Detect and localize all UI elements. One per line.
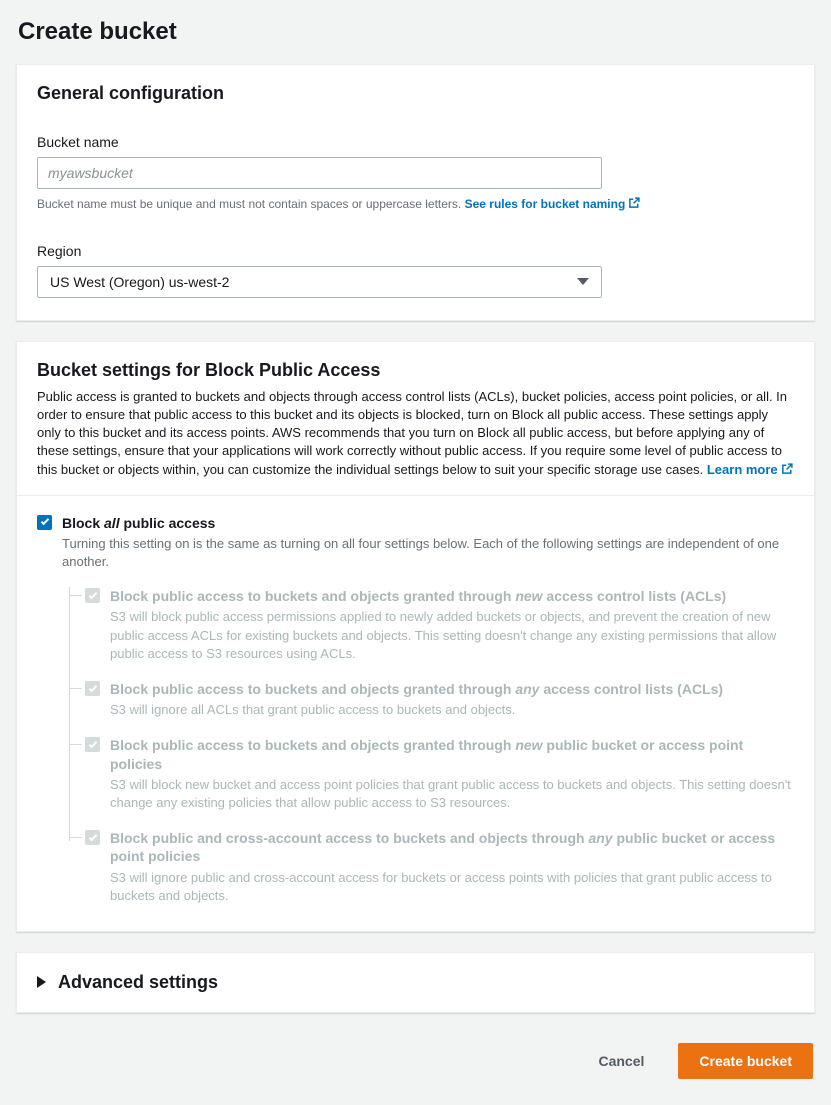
label-suffix: public bucket or access point policies (110, 737, 744, 772)
label-suffix: access control lists (ACLs) (539, 681, 724, 698)
sub-setting-description: S3 will ignore all ACLs that grant public access to buckets and objects. (110, 702, 516, 718)
bucket-naming-rules-link-label: See rules for bucket naming (464, 197, 626, 211)
advanced-settings-card (16, 952, 815, 1013)
region-label: Region (37, 242, 82, 259)
learn-more-link-label: Learn more (706, 461, 778, 477)
footer-actions (16, 1033, 815, 1085)
label-emphasis: any (588, 830, 613, 847)
label-prefix: Block public access to buckets and objects granted through (110, 681, 516, 698)
sub-setting-checkbox-disabled (85, 737, 100, 752)
block-all-public-access-checkbox[interactable] (37, 515, 52, 530)
sub-settings-list (69, 587, 794, 905)
label-prefix: Block public access to buckets and objects granted through (110, 588, 516, 605)
checkmark-icon (88, 740, 96, 748)
label-emphasis: new (515, 588, 543, 605)
bucket-naming-rules-link[interactable] (465, 197, 641, 211)
sub-setting-description: S3 will block new bucket and access point policies that grant public access to buckets and objects. This setting doesn't change any existing policies that allow public access to S3 resources. (110, 776, 791, 810)
label-prefix: Block (62, 514, 105, 531)
region-select[interactable] (37, 266, 602, 298)
bucket-name-label: Bucket name (37, 134, 119, 150)
label-suffix: access control lists (ACLs) (542, 588, 727, 605)
sub-setting-checkbox-disabled (85, 830, 100, 845)
checkmark-icon (88, 832, 96, 840)
general-configuration-card (16, 64, 815, 321)
page-title: Create bucket (18, 18, 177, 45)
label-prefix: Block public access to buckets and objects granted through (110, 737, 516, 754)
checkmark-icon (88, 683, 96, 691)
sub-setting-description: S3 will block public access permissions applied to newly added buckets or objects, and prevent the creation of new public access ACLs for existing buckets and objects. This setting doesn't change any existing permissions that allow public access to S3 resources using ACLs. (110, 609, 777, 661)
bucket-name-helper-text: Bucket name must be unique and must not contain spaces or uppercase letters. (37, 197, 462, 211)
create-bucket-button[interactable]: Create bucket (678, 1043, 813, 1079)
sub-setting-label (110, 736, 794, 772)
learn-more-link[interactable] (707, 462, 793, 477)
label-emphasis: all (104, 514, 120, 531)
label-prefix: Block public and cross-account access to buckets and objects through (110, 830, 589, 847)
sub-setting-block-any-acls (85, 680, 794, 719)
block-all-public-access-label (62, 514, 215, 532)
sub-setting-description: S3 will ignore public and cross-account access for buckets or access points with policies that grant public access to buckets and objects. (110, 869, 772, 903)
chevron-down-icon (577, 278, 589, 285)
checkmark-icon (88, 591, 96, 599)
bucket-name-input[interactable] (37, 157, 602, 189)
region-select-value: US West (Oregon) us-west-2 (50, 273, 230, 290)
block-public-access-description (37, 388, 794, 479)
expand-triangle-icon (37, 976, 46, 988)
sub-setting-label (110, 587, 726, 605)
bucket-name-helper (37, 196, 794, 213)
sub-setting-checkbox-disabled (85, 588, 100, 603)
cancel-button[interactable]: Cancel (594, 1047, 648, 1075)
bucket-name-field (37, 134, 794, 213)
card-divider (17, 495, 814, 496)
external-link-icon (628, 197, 640, 209)
checkmark-icon (40, 517, 48, 525)
block-public-access-card (16, 341, 815, 932)
block-all-public-access-description: Turning this setting on is the same as turning on all four settings below. Each of the following settings are independent of one another. (62, 535, 780, 570)
advanced-settings-heading: Advanced settings (58, 971, 219, 992)
label-suffix: public access (119, 514, 216, 531)
advanced-settings-expander[interactable] (17, 953, 814, 1012)
sub-setting-label (110, 680, 723, 698)
general-configuration-heading: General configuration (37, 83, 225, 103)
block-public-access-description-text: Public access is granted to buckets and objects through access control lists (ACLs), bucket policies, access point policies, or all. In order to ensure that public access to this bucket and its objects is blocked, turn on Block all public access. These settings apply only to this bucket and its access points. AWS recommends that you turn on Block all public access, but before applying any of these settings, ensure that your applications will work correctly without public access. If you require some level of public access to this bucket or objects within, you can customize the individual settings below to suit your specific storage use cases. (37, 388, 788, 477)
sub-setting-block-new-policies (85, 736, 794, 812)
sub-setting-block-new-acls (85, 587, 794, 663)
label-emphasis: any (515, 681, 540, 698)
label-emphasis: new (515, 737, 543, 754)
sub-setting-label (110, 829, 794, 865)
label-suffix: public bucket or access point policies (110, 830, 776, 865)
block-public-access-heading: Bucket settings for Block Public Access (37, 359, 381, 380)
sub-setting-block-cross-account (85, 829, 794, 905)
external-link-icon (781, 463, 793, 475)
region-field (37, 243, 794, 298)
sub-setting-checkbox-disabled (85, 681, 100, 696)
block-all-public-access-row (37, 514, 794, 532)
